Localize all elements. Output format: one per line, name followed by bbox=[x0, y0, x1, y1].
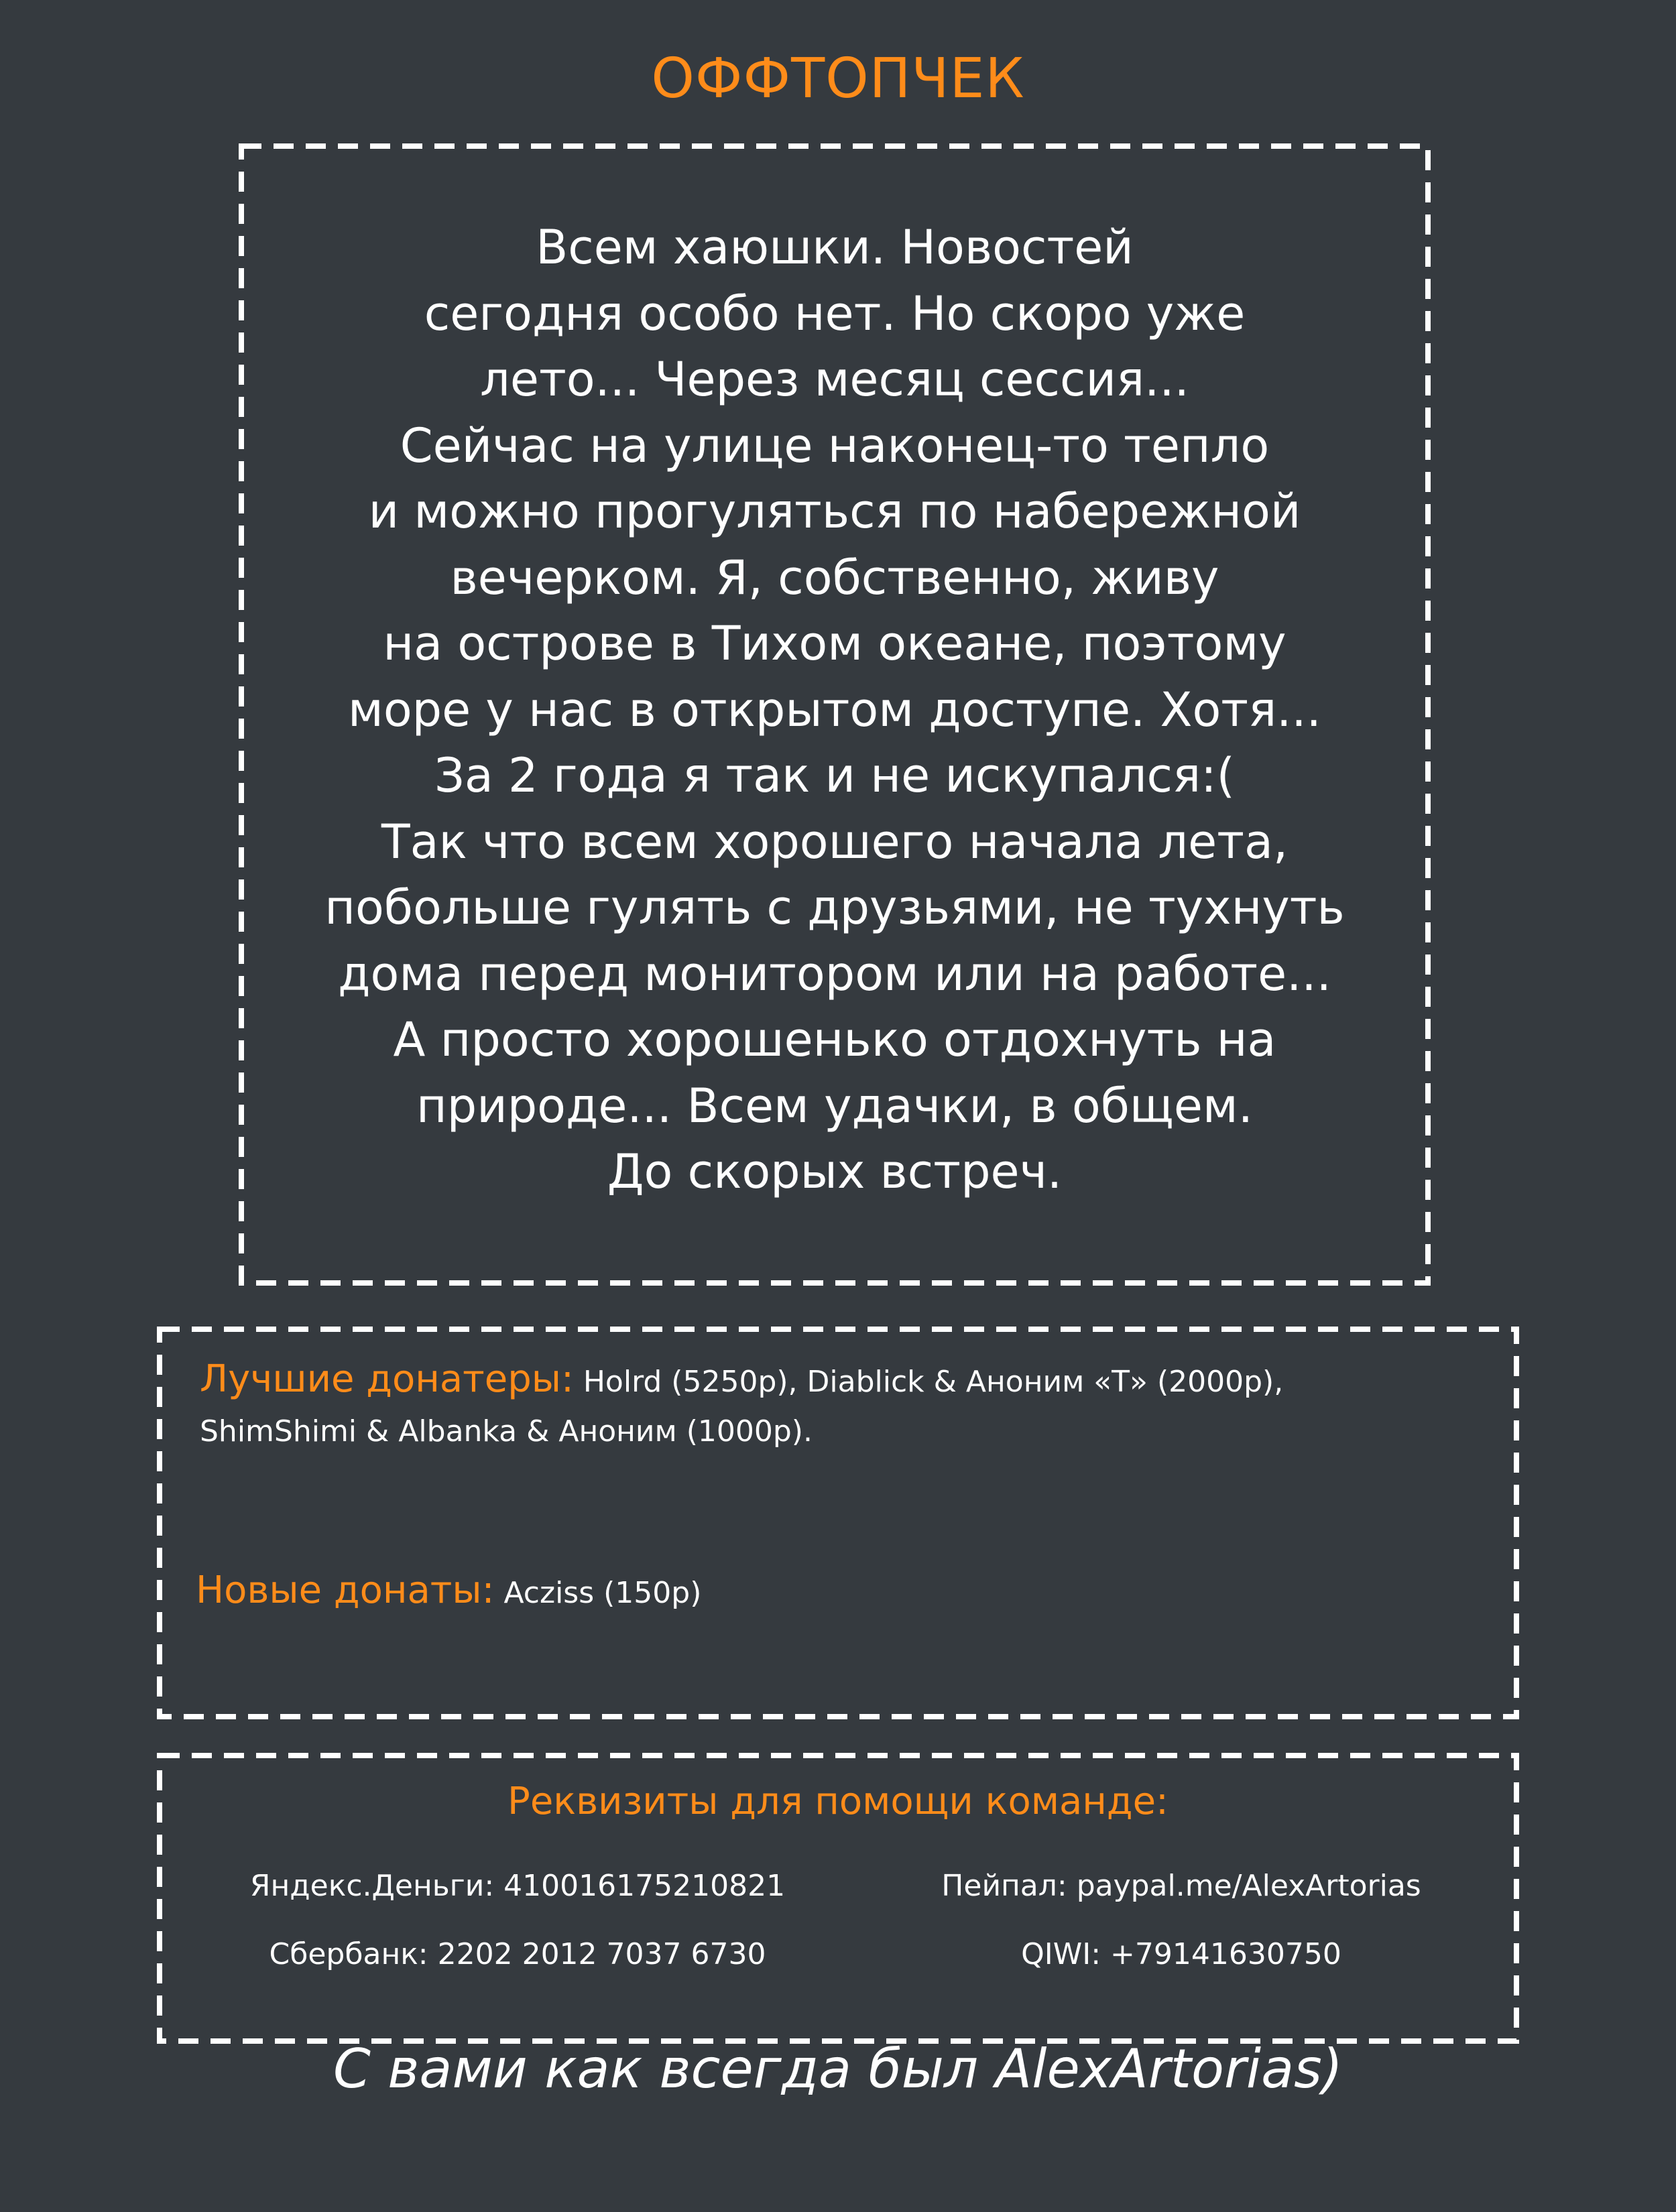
best-donors-text-1: Holrd (5250р), Diablick & Аноним «Т» (2000р), bbox=[583, 1365, 1284, 1399]
sberbank-detail: Сбербанк: 2202 2012 7037 6730 bbox=[269, 1937, 766, 1971]
new-donations-label: Новые донаты: bbox=[196, 1569, 495, 1612]
message-line: сегодня особо нет. Но скоро уже bbox=[424, 286, 1246, 341]
page-title: ОФФТОПЧЕК bbox=[651, 47, 1025, 111]
new-donations-text: Acziss (150р) bbox=[503, 1576, 702, 1610]
message-line: природе... Всем удачки, в общем. bbox=[416, 1078, 1253, 1133]
message-line: море у нас в открытом доступе. Хотя... bbox=[348, 682, 1321, 737]
best-donors-line-1 bbox=[200, 1357, 1283, 1401]
paypal-detail: Пейпал: paypal.me/AlexArtorias bbox=[941, 1869, 1421, 1903]
best-donors-text-2: ShimShimi & Albanka & Аноним (1000р). bbox=[200, 1414, 813, 1449]
qiwi-detail: QIWI: +79141630750 bbox=[1021, 1937, 1341, 1971]
message-line: Так что всем хорошего начала лета, bbox=[381, 814, 1289, 869]
message-line: дома перед монитором или на работе... bbox=[338, 946, 1331, 1001]
message-line: побольше гулять с друзьями, не тухнуть bbox=[324, 880, 1345, 935]
message-line: лето... Через месяц сессия... bbox=[480, 352, 1189, 407]
best-donors-label: Лучшие донатеры: bbox=[200, 1357, 574, 1401]
new-donations-line bbox=[196, 1569, 701, 1612]
yandex-money-detail: Яндекс.Деньги: 410016175210821 bbox=[249, 1869, 786, 1903]
message-line: За 2 года я так и не искупался:( bbox=[434, 748, 1235, 803]
message-body bbox=[241, 214, 1428, 1205]
best-donors-line-2 bbox=[200, 1414, 813, 1449]
message-line: и можно прогуляться по набережной bbox=[368, 484, 1301, 539]
message-line: вечерком. Я, собственно, живу bbox=[450, 550, 1219, 605]
message-line: А просто хорошенько отдохнуть на bbox=[393, 1012, 1276, 1067]
signature: С вами как всегда был AlexArtorias) bbox=[333, 2038, 1343, 2100]
requisites-title: Реквизиты для помощи команде: bbox=[507, 1780, 1169, 1823]
message-line: Сейчас на улице наконец-то тепло bbox=[400, 418, 1270, 473]
message-line: До скорых встреч. bbox=[607, 1144, 1063, 1199]
message-line: Всем хаюшки. Новостей bbox=[536, 220, 1134, 275]
message-line: на острове в Тихом океане, поэтому bbox=[383, 616, 1286, 671]
